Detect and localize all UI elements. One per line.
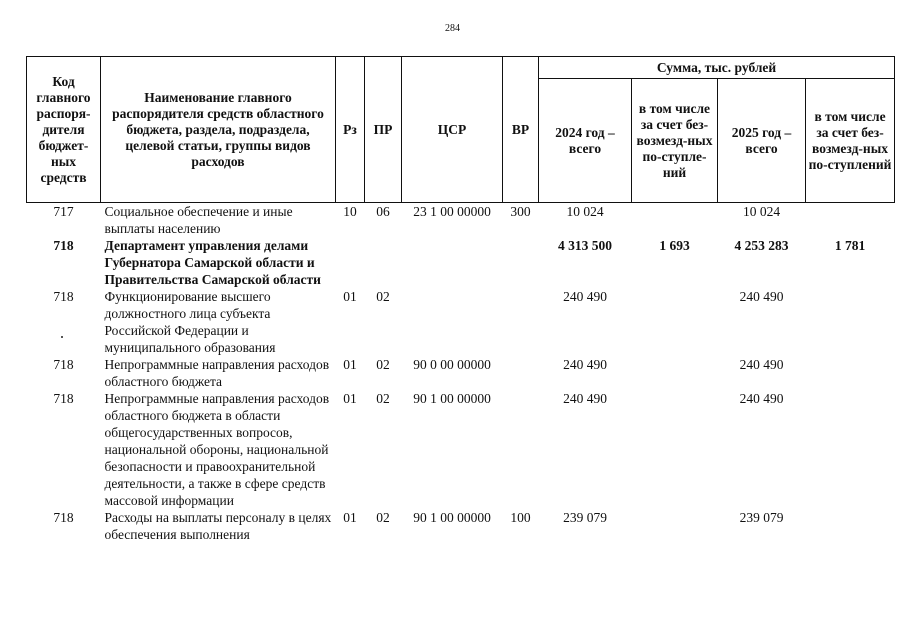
cell-2025-free: 1 781 bbox=[834, 238, 866, 253]
cell-2025-total: 240 490 bbox=[739, 289, 784, 304]
cell-rz: 10 bbox=[343, 204, 357, 219]
cell-2024-free bbox=[632, 390, 718, 509]
cell-code: 718 bbox=[53, 391, 74, 406]
cell-name: Непрограммные направления расходов областного бюджета в области общегосударственных вопросов, национальной обороны, национальной безопасности и правоохранительной деятельности, а также в сфере средств массовой информации bbox=[104, 391, 330, 508]
cell-csr: 90 1 00 00000 bbox=[413, 510, 491, 525]
budget-table bbox=[26, 56, 895, 543]
cell-2024-free bbox=[632, 203, 718, 238]
cell-csr: 90 0 00 00000 bbox=[413, 357, 491, 372]
table-header bbox=[27, 57, 895, 203]
cell-pr: 06 bbox=[376, 204, 390, 219]
cell-name: Расходы на выплаты персоналу в целях обеспечения выполнения bbox=[104, 510, 332, 542]
cell-2024-total: 4 313 500 bbox=[558, 238, 612, 253]
scan-speck bbox=[61, 336, 63, 338]
cell-vr bbox=[503, 288, 539, 356]
cell-2025-free bbox=[806, 509, 895, 543]
header-2025-free: в том числе за счет без-возмезд-ных по-ступлений bbox=[806, 79, 895, 203]
cell-name: Социальное обеспечение и иные выплаты населению bbox=[104, 204, 293, 236]
cell-name: Функционирование высшего должностного лица субъекта Российской Федерации и муниципального образования bbox=[104, 289, 276, 355]
table-row bbox=[27, 237, 895, 288]
table-row bbox=[27, 203, 895, 238]
cell-2024-total: 240 490 bbox=[563, 391, 607, 406]
cell-rz bbox=[336, 237, 365, 288]
cell-2025-free bbox=[806, 288, 895, 356]
cell-rz: 01 bbox=[343, 510, 357, 525]
cell-pr: 02 bbox=[376, 510, 390, 525]
cell-rz: 01 bbox=[343, 289, 357, 304]
header-rz: Рз bbox=[336, 57, 365, 203]
cell-code: 718 bbox=[53, 289, 74, 304]
cell-vr: 100 bbox=[510, 510, 531, 525]
cell-code: 718 bbox=[53, 238, 74, 253]
cell-code: 718 bbox=[53, 357, 74, 372]
cell-2025-total: 10 024 bbox=[742, 204, 781, 219]
cell-csr bbox=[402, 237, 503, 288]
cell-vr bbox=[503, 356, 539, 390]
cell-name: Департамент управления делами Губернатора Самарской области и Правительства Самарской области bbox=[104, 238, 321, 287]
table-row bbox=[27, 509, 895, 543]
cell-vr bbox=[503, 237, 539, 288]
cell-code: 717 bbox=[53, 204, 74, 219]
cell-2025-total: 240 490 bbox=[739, 357, 784, 372]
cell-2025-total: 4 253 283 bbox=[734, 238, 789, 253]
cell-2025-free bbox=[806, 203, 895, 238]
header-sum: Сумма, тыс. рублей bbox=[539, 57, 895, 79]
cell-pr: 02 bbox=[376, 391, 390, 406]
header-vr: ВР bbox=[503, 57, 539, 203]
cell-vr: 300 bbox=[510, 204, 531, 219]
table-row bbox=[27, 390, 895, 509]
cell-rz: 01 bbox=[343, 357, 357, 372]
cell-2024-free bbox=[632, 288, 718, 356]
cell-csr bbox=[402, 288, 503, 356]
cell-vr bbox=[503, 390, 539, 509]
cell-2025-free bbox=[806, 390, 895, 509]
cell-2024-total: 240 490 bbox=[563, 289, 607, 304]
cell-2024-free bbox=[632, 356, 718, 390]
page-number: 284 bbox=[445, 23, 460, 34]
cell-code: 718 bbox=[53, 510, 74, 525]
cell-pr: 02 bbox=[376, 289, 390, 304]
cell-2025-total: 240 490 bbox=[739, 391, 784, 406]
cell-name: Непрограммные направления расходов областного бюджета bbox=[104, 357, 330, 389]
cell-pr bbox=[365, 237, 402, 288]
table-body bbox=[27, 203, 895, 544]
cell-pr: 02 bbox=[376, 357, 390, 372]
table-row bbox=[27, 288, 895, 356]
header-code: Код главного распоря-дителя бюджет-ных средств bbox=[27, 57, 101, 203]
table-row bbox=[27, 356, 895, 390]
cell-2024-free bbox=[632, 509, 718, 543]
cell-2024-total: 10 024 bbox=[566, 204, 604, 219]
cell-csr: 23 1 00 00000 bbox=[413, 204, 491, 219]
cell-csr: 90 1 00 00000 bbox=[413, 391, 491, 406]
cell-2024-total: 240 490 bbox=[563, 357, 607, 372]
header-2024-total: 2024 год – всего bbox=[539, 79, 632, 203]
cell-2024-total: 239 079 bbox=[563, 510, 607, 525]
cell-rz: 01 bbox=[343, 391, 357, 406]
header-csr: ЦСР bbox=[402, 57, 503, 203]
cell-2024-free: 1 693 bbox=[659, 238, 690, 253]
header-name: Наименование главного распорядителя средств областного бюджета, раздела, подраздела, целевой статьи, группы видов расходов bbox=[101, 57, 336, 203]
cell-2025-free bbox=[806, 356, 895, 390]
cell-2025-total: 239 079 bbox=[739, 510, 784, 525]
header-pr: ПР bbox=[365, 57, 402, 203]
header-2024-free: в том числе за счет без-возмезд-ных по-ступле-ний bbox=[632, 79, 718, 203]
header-2025-total: 2025 год – всего bbox=[718, 79, 806, 203]
